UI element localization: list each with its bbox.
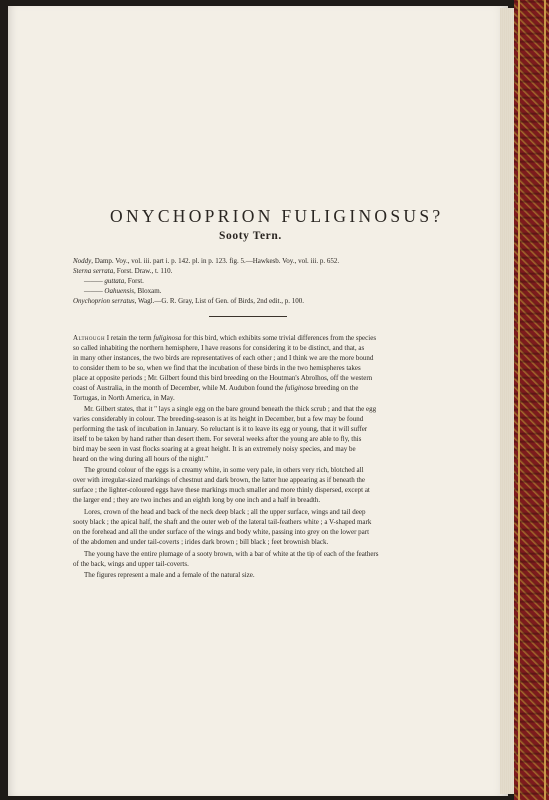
body-line: to consider them to be so, when we find that the incubation of these birds in the two hemispheres takes (73, 364, 361, 372)
body-line: varies considerably in colour. The breeding-season is at its height in December, but a few may be found (73, 415, 364, 423)
body-line: Tortugas, in North America, in May. (73, 394, 175, 402)
body-line: over with irregular-sized markings of chestnut and dark brown, the latter hue appearing as if beneath the (73, 476, 366, 484)
synonym-line: Noddy, Damp. Voy., vol. iii. part i. p. 142. pl. in p. 123. fig. 5.—Hawkesb. Voy., vol. iii. p. 652. (73, 257, 340, 265)
body-line: Although I retain the term fuliginosa for this bird, which exhibits some trivial differences from the species (73, 334, 377, 342)
book-spine (514, 0, 549, 800)
synonym-line: Onychoprion serratus, Wagl.—G. R. Gray, List of Gen. of Birds, 2nd edit., p. 100. (73, 297, 305, 305)
body-line: itself to be taken by hand rather than desert them. For several weeks after the young are able to fly, this (73, 435, 362, 443)
body-line: The young have the entire plumage of a sooty brown, with a bar of white at the tip of each of the feathers (84, 550, 379, 558)
synonym-line: ——— Oahuensis, Bloxam. (84, 287, 162, 295)
page-edges (500, 8, 514, 794)
synonym-line: Sterna serrata, Forst. Draw., t. 110. (73, 267, 173, 275)
body-line: of the abdomen and under tail-coverts ; irides dark brown ; bill black ; feet brownish black. (73, 538, 329, 546)
common-name: Sooty Tern. (219, 230, 282, 242)
body-line: Mr. Gilbert states, that it " lays a single egg on the bare ground beneath the thick scrub ; and that the egg (84, 405, 377, 413)
species-title: ONYCHOPRION FULIGINOSUS? (110, 206, 444, 226)
body-line: heard on the wing during all hours of the night." (73, 455, 209, 463)
body-line: performing the task of incubation in January. So reluctant is it to leave its egg or young, that it will suffer (73, 425, 368, 433)
body-line: The ground colour of the eggs is a creamy white, in some very pale, in others very rich, blotched all (84, 466, 364, 474)
body-line: so called inhabiting the northern hemisphere, I have reasons for considering it to be distinct, and that, as (73, 344, 365, 352)
body-line: coast of Australia, in the month of December, while M. Audubon found the fuliginosa breeding on the (73, 384, 359, 392)
body-line: on the forehead and all the under surface of the wings and body white, passing into grey on the lower part (73, 528, 370, 536)
body-line: Lores, crown of the head and back of the neck deep black ; all the upper surface, wings and tail deep (84, 508, 366, 516)
body-line: place at opposite periods ; Mr. Gilbert found this bird breeding on the Houtman's Abrolhos, off the western (73, 374, 373, 382)
body-line: The figures represent a male and a female of the natural size. (84, 571, 255, 579)
body-line: surface ; the lighter-coloured eggs have these markings much smaller and more thinly dispersed, except at (73, 486, 370, 494)
body-line: sooty black ; the apical half, the shaft and the outer web of the lateral tail-feathers white ; a V-shaped mark (73, 518, 372, 526)
body-line: in many other instances, the two birds are representatives of each other ; and I think we are the more bound (73, 354, 374, 362)
synonym-line: ——— guttata, Forst. (84, 277, 144, 285)
body-line: bird may be seen in vast flocks soaring at a great height. It is an extremely noisy species, and may be (73, 445, 356, 453)
section-divider (209, 316, 287, 317)
body-line: of the back, wings and upper tail-coverts. (73, 560, 189, 568)
body-line: the larger end ; they are two inches and an eighth long by one inch and a half in breadth. (73, 496, 321, 504)
